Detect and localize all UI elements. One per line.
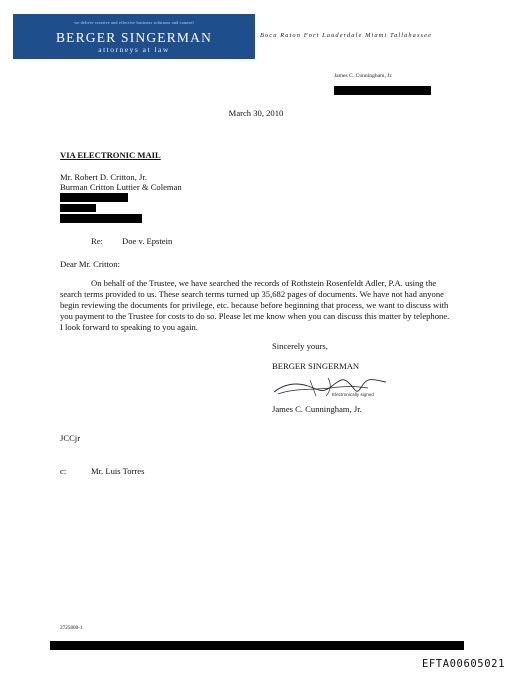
- redaction-address-line-1: [60, 193, 128, 202]
- salutation: Dear Mr. Critton:: [60, 259, 120, 269]
- letter-body: On behalf of the Trustee, we have searched the records of Rothstein Rosenfeldt Adler, P.A. using the search terms provided to us. These search terms turned up 35,682 pages of documents. We have not had anyone begin reviewing the documents for privilege, etc. because before beginning that process, we want to discuss with you payment to the Trustee for costs to do so. Please let me know when you can discuss this matter by telephone. I look forward to speaking to you again.: [60, 278, 450, 332]
- handwritten-signature: [270, 374, 390, 402]
- cc-label: c:: [60, 466, 67, 476]
- logo-firm-name: BERGER SINGERMAN: [55, 30, 213, 45]
- firm-logo: [13, 14, 255, 59]
- redaction-footer: [50, 641, 464, 650]
- sender-name: James C. Cunningham, Jr.: [334, 73, 393, 79]
- re-label: Re:: [91, 236, 103, 246]
- re-subject: Doe v. Epstein: [122, 236, 173, 246]
- signature-firm: BERGER SINGERMAN: [272, 361, 360, 371]
- recipient-name: Mr. Robert D. Critton, Jr.: [60, 172, 147, 182]
- signer-name: James C. Cunningham, Jr.: [272, 404, 362, 414]
- cc-recipient: Mr. Luis Torres: [91, 466, 145, 476]
- logo-tagline: we deliver creative and effective business solutions and counsel: [74, 20, 194, 25]
- delivery-method: VIA ELECTRONIC MAIL: [60, 150, 161, 160]
- recipient-firm: Burman Critton Luttier & Coleman: [60, 182, 182, 192]
- logo-subtitle: attorneys at law: [98, 45, 170, 54]
- closing: Sincerely yours,: [272, 341, 328, 351]
- bates-number: EFTA00605021: [421, 658, 505, 670]
- redaction-sender-contact: [334, 86, 431, 95]
- letter-date: March 30, 2010: [228, 108, 284, 118]
- document-number: 2725800-1: [60, 625, 83, 631]
- electronic-signature-note: Electronically signed: [332, 392, 374, 397]
- redaction-address-line-2: [60, 204, 96, 212]
- typist-initials: JCCjr: [60, 433, 81, 443]
- redaction-address-line-3: [60, 214, 142, 223]
- office-cities: Boca Raton Fort Lauderdale Miami Tallahassee: [260, 32, 433, 39]
